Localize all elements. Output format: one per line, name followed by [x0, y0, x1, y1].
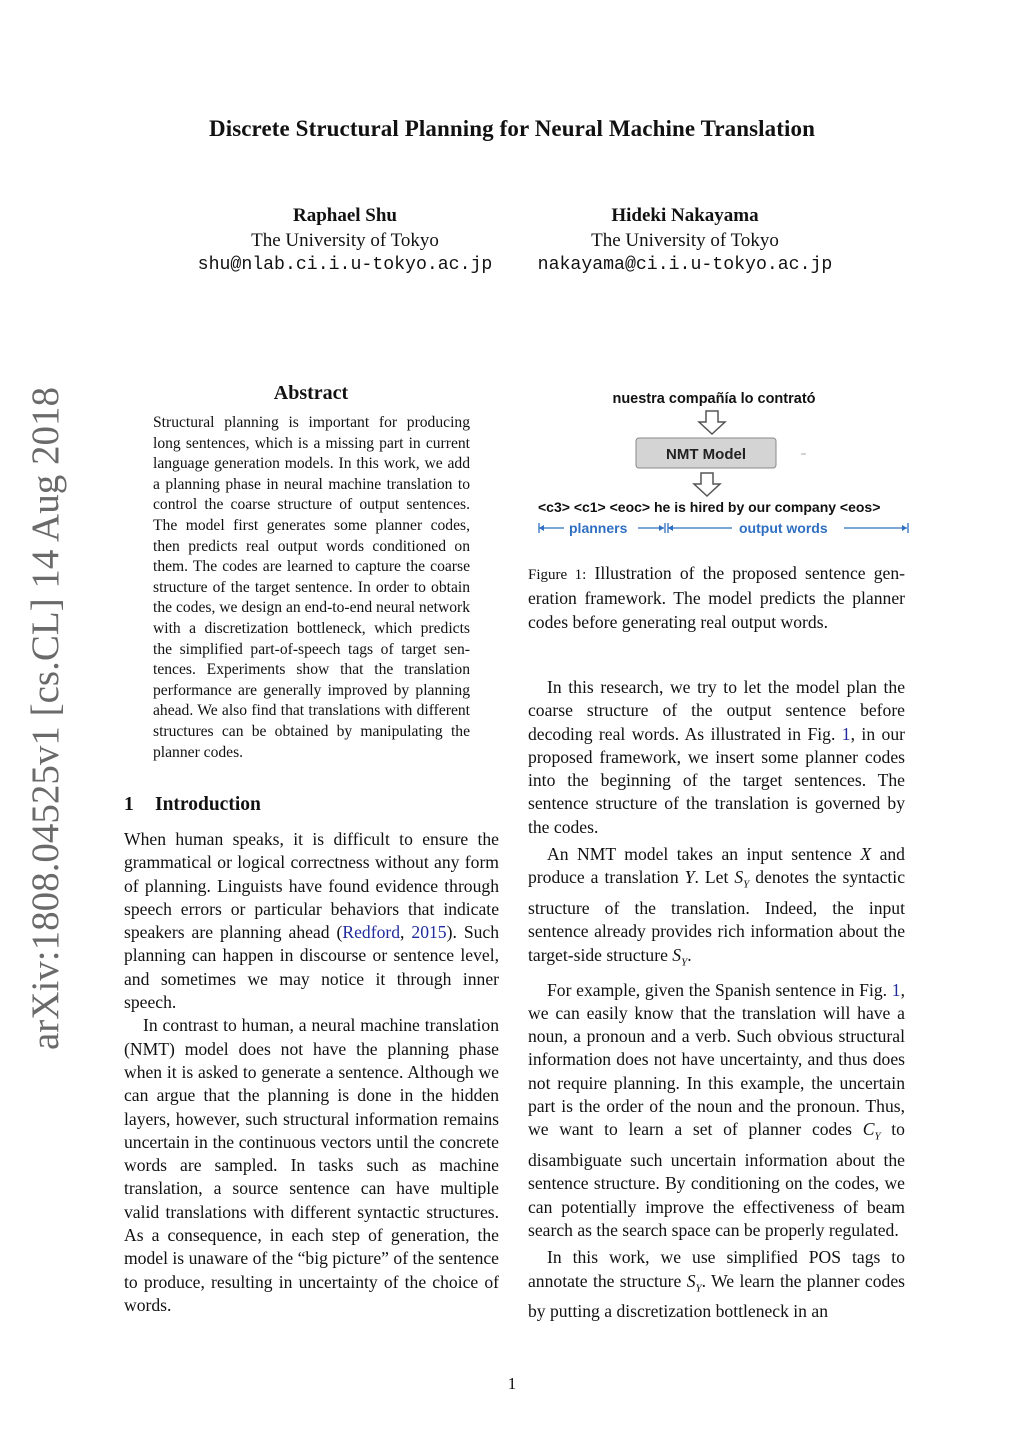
author-block-2 [510, 203, 860, 278]
text-run: , we can easily know that the translation will have a noun, a pronoun and a verb. Such obvious structural information does not have uncertainty, and thus does not require planning. In this example, the uncertain part is the order of the noun and the pronoun. Thus, we want to learn a set of planner codes [528, 979, 905, 1140]
text-run: . [687, 944, 692, 965]
arrow-right-icon [659, 525, 664, 531]
arrow-right-icon [902, 525, 907, 531]
math-symbol: X [860, 844, 872, 865]
down-arrow-icon [699, 411, 725, 434]
math-symbol: S [734, 867, 744, 888]
text-run: ). Such planning can happen in discourse or sentence level, and sometimes we may notice it through inner speech. [124, 922, 500, 1013]
left-column-body [124, 828, 499, 1317]
paper-title: Discrete Structural Planning for Neural Machine Translation [209, 116, 815, 141]
paragraph [528, 843, 905, 975]
section-heading [124, 794, 261, 816]
figure-ref-link[interactable]: 1 [841, 723, 851, 744]
text-run: , [400, 922, 412, 943]
math-symbol: C [862, 1119, 875, 1140]
figure-caption-text: Illustration of the proposed sentence generation framework. The model predicts the planner codes before generating real output words. [528, 563, 905, 632]
math-symbol: Y [684, 867, 695, 888]
nmt-model-label: NMT Model [666, 446, 746, 463]
section-number: 1 [124, 794, 134, 815]
author-affiliation: The University of Tokyo [251, 230, 439, 251]
figure-caption-label: Figure 1: [528, 567, 587, 583]
planners-label: planners [569, 520, 628, 536]
abstract-heading: Abstract [273, 382, 349, 404]
output-words-label: output words [739, 520, 828, 536]
paragraph [528, 676, 905, 839]
paragraph [528, 979, 905, 1243]
author-email: shu@nlab.ci.i.u-tokyo.ac.jp [197, 255, 493, 275]
text-run: , in our proposed framework, we insert some planner codes into the beginning of the target sentences. The sentence structure of the translation is governed by the codes. [528, 723, 905, 837]
arrow-left-icon [539, 525, 544, 531]
figure-output-sequence: <c3> <c1> <eoc> he is hired by our company <eos> [538, 499, 881, 515]
paragraph: In contrast to human, a neural machine translation (NMT) model does not have the planning phase when it is asked to generate a sentence. Although we can argue that the planning is done in the hidden layers, however, such structural information remains uncertain in the continuous vectors until the concrete words are sampled. In tasks such as machine translation, a source sentence can have multiple valid translations with different syntactic structures. As a consequence, in each step of generation, the model is unaware of the “big picture” of the sentence to produce, resulting in uncertainty of the choice of words. [124, 1015, 499, 1315]
down-arrow-icon [694, 473, 720, 496]
paragraph [528, 1246, 905, 1323]
text-run: . We learn the planner codes by putting a discretization bottleneck in an [528, 1270, 905, 1322]
arxiv-stamp: arXiv:1808.04525v1 [cs.CL] 14 Aug 2018 [24, 387, 67, 1050]
text-run: . Let [694, 867, 735, 888]
section-title: Introduction [155, 794, 261, 815]
author-affiliation: The University of Tokyo [591, 230, 779, 251]
abstract-text: Structural planning is important for producing long sentences, which is a missing part in current language generation models. In this work, we add a planning phase in neural machine translation to control the coarse structure of output sentences. The model first generates some planner codes, then predicts real output words conditioned on them. The codes are learned to capture the coarse structure of the target sentence. In order to obtain the codes, we design an end-to-end neural network with a discretization bottleneck, which predicts the simplified part-of-speech tags of target sentences. Experiments show that the translation performance are generally improved by planning ahead. We also find that translations with different structures can be obtained by manipulating the planner codes. [153, 414, 470, 761]
math-symbol: S [686, 1270, 696, 1291]
text-run: In this research, we try to let the model plan the coarse structure of the output sentence before decoding real words. As illustrated in Fig. [528, 677, 905, 744]
author-name: Hideki Nakayama [611, 205, 759, 226]
page-number: 1 [507, 1374, 517, 1393]
text-run: and produce a translation [528, 844, 905, 888]
author-email: nakayama@ci.i.u-tokyo.ac.jp [537, 255, 833, 275]
math-subscript: Y [681, 956, 688, 969]
right-column-body [528, 676, 905, 1324]
text-run: In this work, we use simplified POS tags to annotate the structure [528, 1247, 905, 1291]
figure-caption [528, 562, 905, 634]
figure-1 [528, 384, 918, 544]
author-block-1 [170, 203, 520, 278]
figure-ref-link[interactable]: 1 [891, 979, 901, 1000]
citation-link[interactable]: Redford [342, 922, 401, 943]
text-run: For example, given the Spanish sentence in Fig. [547, 979, 892, 1000]
figure-input-sentence: nuestra compañía lo contrató [612, 391, 816, 407]
text-run: denotes the syntactic structure of the translation. Indeed, the input sentence already provides rich information about the target-side structure [528, 867, 906, 965]
author-name: Raphael Shu [292, 205, 398, 226]
text-run: When human speaks, it is difficult to ensure the grammatical or logical correctness without any form of planning. Linguists have found evidence through speech errors or particular behaviors that indicate speakers are planning ahead ( [124, 829, 499, 943]
math-symbol: S [672, 944, 682, 965]
math-subscript: Y [874, 1130, 881, 1143]
math-subscript: Y [743, 878, 750, 891]
math-subscript: Y [695, 1282, 702, 1295]
paragraph [124, 828, 499, 1014]
arrow-left-icon [668, 525, 673, 531]
text-run: to disambiguate such uncertain information about the sentence structure. By conditioning on the codes, we can potentially improve the effectiveness of beam search as the search space can be properly regulated. [528, 1119, 905, 1241]
citation-link[interactable]: 2015 [411, 922, 447, 943]
text-run: An NMT model takes an input sentence [547, 844, 861, 865]
